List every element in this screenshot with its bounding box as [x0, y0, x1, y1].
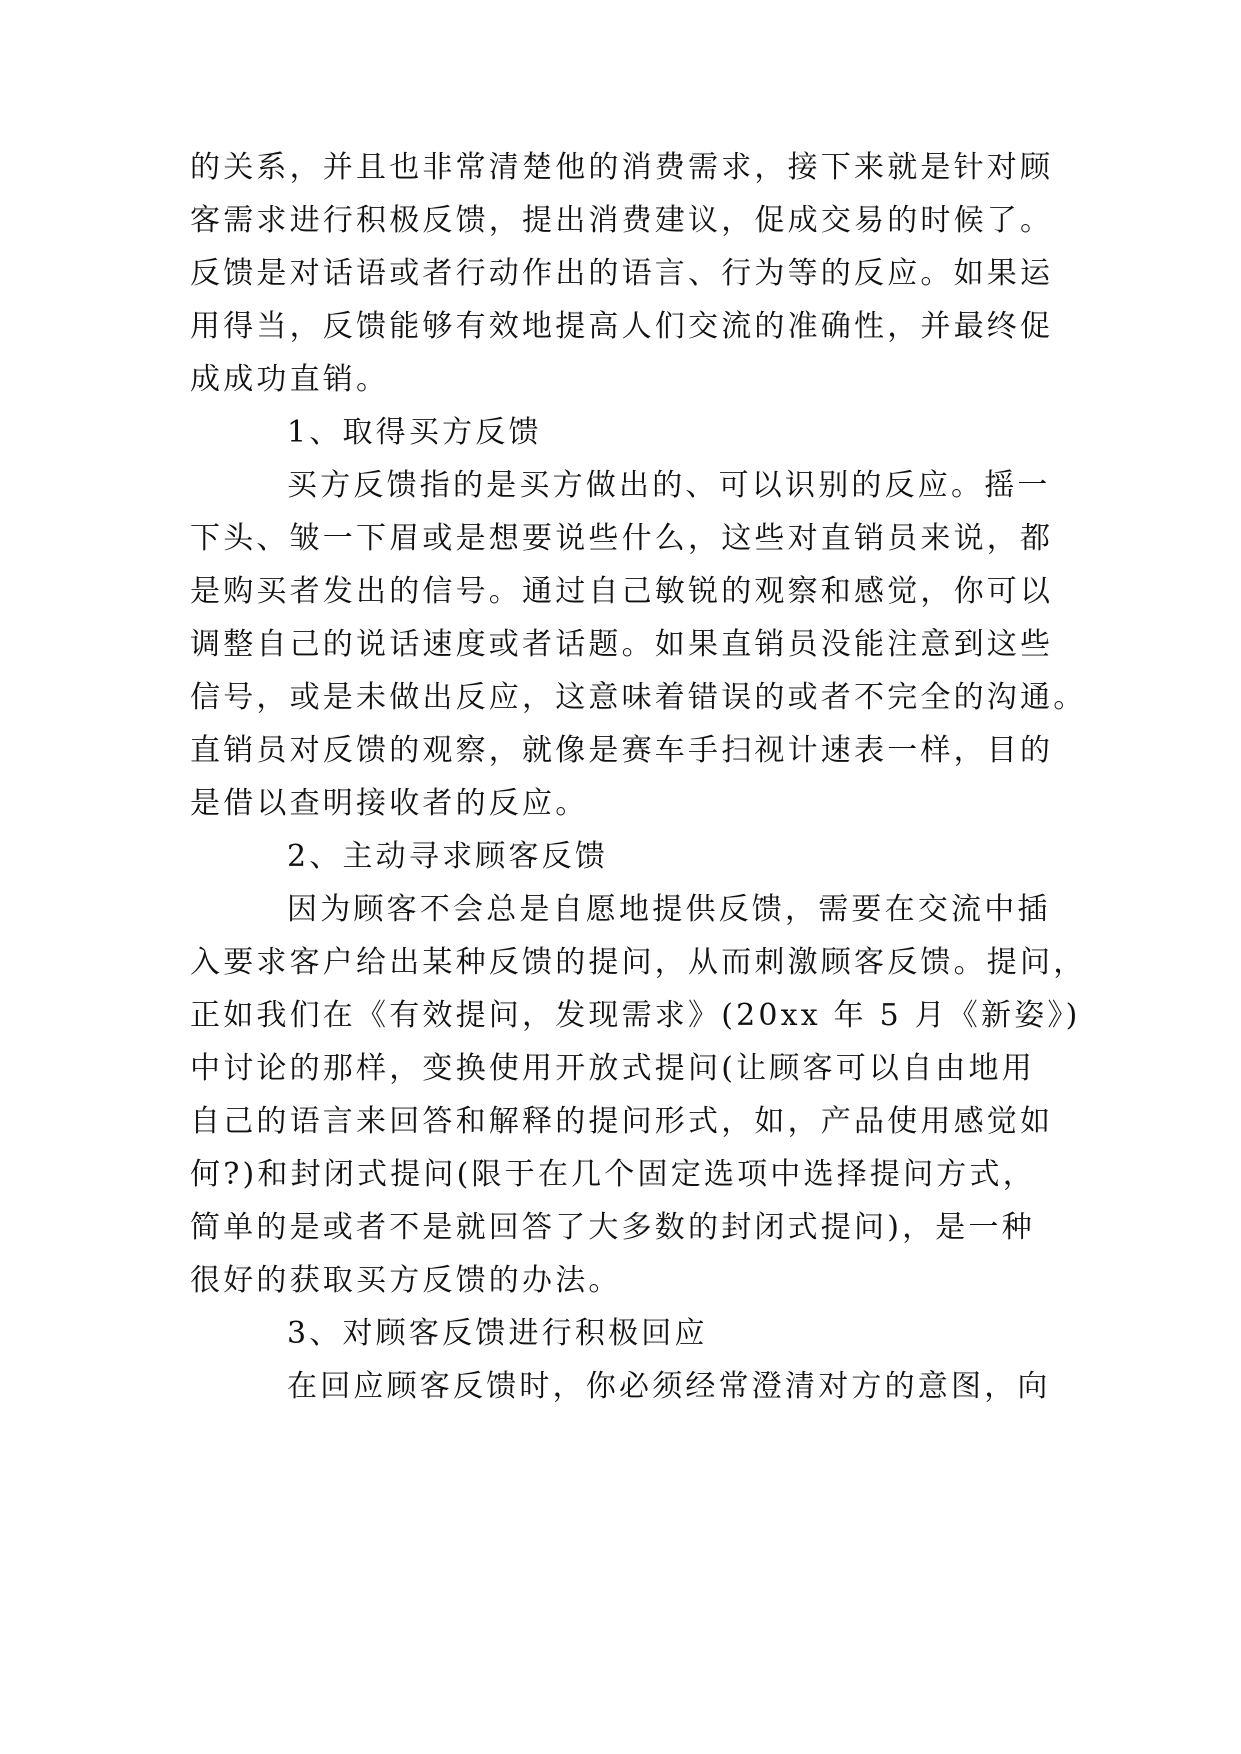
- section-heading: 3、对顾客反馈进行积极回应: [287, 1316, 708, 1351]
- paragraph-first-line: 买方反馈指的是买方做出的、可以识别的反应。摇一: [287, 468, 1051, 503]
- text-line: 直销员对反馈的观察，就像是赛车手扫视计速表一样，目的: [190, 733, 1054, 768]
- text-line: 自己的语言来回答和解释的提问形式，如，产品使用感觉如: [190, 1104, 1054, 1139]
- text-line: 成成功直销。: [190, 362, 390, 397]
- text-line: 入要求客户给出某种反馈的提问，从而刺激顾客反馈。提问，: [190, 945, 1087, 980]
- text-line: 中讨论的那样，变换使用开放式提问(让顾客可以自由地用: [190, 1051, 1035, 1086]
- text-line: 信号，或是未做出反应，这意味着错误的或者不完全的沟通。: [190, 680, 1087, 715]
- text-line: 的关系，并且也非常清楚他的消费需求，接下来就是针对顾: [190, 150, 1054, 185]
- text-line: 很好的获取买方反馈的办法。: [190, 1263, 622, 1298]
- text-line: 下头、皱一下眉或是想要说些什么，这些对直销员来说，都: [190, 521, 1054, 556]
- text-line: 是购买者发出的信号。通过自己敏锐的观察和感觉，你可以: [190, 574, 1054, 609]
- text-line: 反馈是对话语或者行动作出的语言、行为等的反应。如果运: [190, 256, 1054, 291]
- text-line: 用得当，反馈能够有效地提高人们交流的准确性，并最终促: [190, 309, 1054, 344]
- paragraph-first-line: 因为顾客不会总是自愿地提供反馈，需要在交流中插: [287, 892, 1051, 927]
- section-heading: 1、取得买方反馈: [287, 415, 542, 450]
- text-line: 正如我们在《有效提问，发现需求》(20xx 年 5 月《新姿》): [190, 998, 1081, 1033]
- text-line: 调整自己的说话速度或者话题。如果直销员没能注意到这些: [190, 627, 1054, 662]
- paragraph-first-line: 在回应顾客反馈时，你必须经常澄清对方的意图，向: [287, 1369, 1051, 1404]
- section-heading: 2、主动寻求顾客反馈: [287, 839, 609, 874]
- text-line: 何?)和封闭式提问(限于在几个固定选项中选择提问方式，: [190, 1157, 1036, 1192]
- text-line: 简单的是或者不是就回答了大多数的封闭式提问)，是一种: [190, 1210, 1035, 1245]
- text-line: 客需求进行积极反馈，提出消费建议，促成交易的时候了。: [190, 203, 1054, 238]
- text-line: 是借以查明接收者的反应。: [190, 786, 589, 821]
